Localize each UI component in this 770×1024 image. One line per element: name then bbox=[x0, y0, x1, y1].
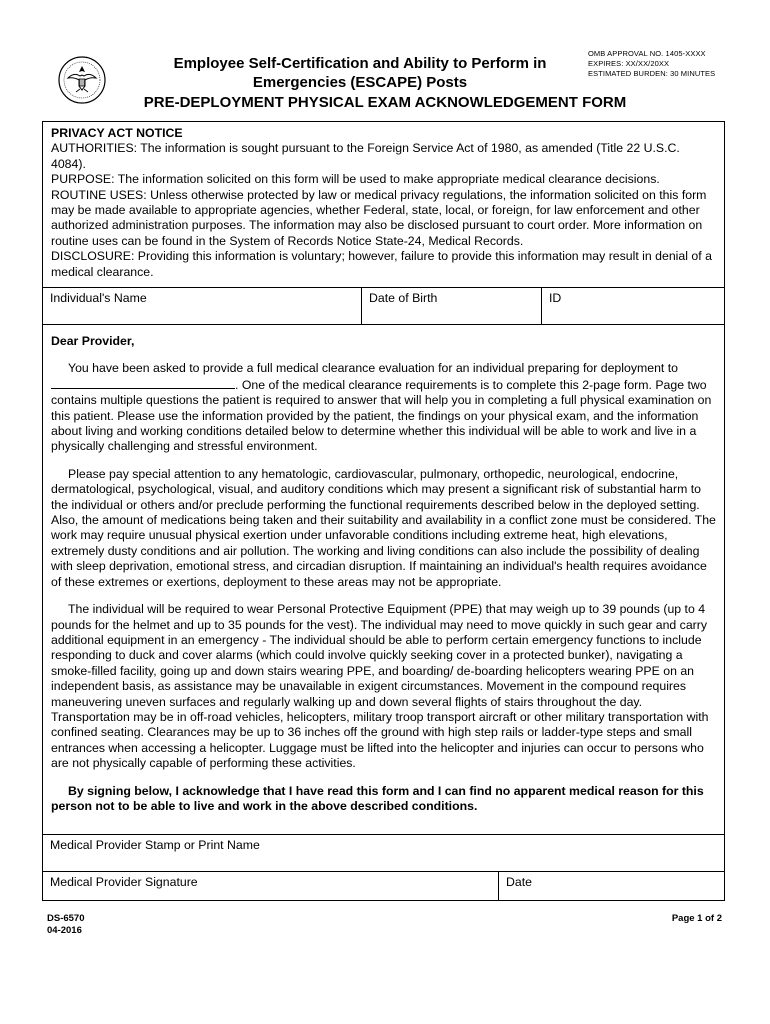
privacy-purpose: PURPOSE: The information solicited on this form will be used to make appropriate medical clearance decisions. bbox=[51, 172, 660, 187]
identity-row bbox=[43, 288, 724, 325]
letter-greeting: Dear Provider, bbox=[51, 334, 135, 348]
privacy-disclosure: DISCLOSURE: Providing this information is voluntary; however, failure to provide this information may result in denial of a medical clearance. bbox=[51, 249, 712, 279]
individual-name-label: Individual's Name bbox=[50, 291, 147, 305]
title-line-2: Emergencies (ESCAPE) Posts bbox=[252, 74, 468, 91]
form-box bbox=[42, 121, 725, 901]
privacy-heading: PRIVACY ACT NOTICE bbox=[51, 126, 183, 140]
privacy-authorities: AUTHORITIES: The information is sought pursuant to the Foreign Service Act of 1980, as amended (Title 22 U.S.C. 4084). bbox=[51, 141, 680, 171]
provider-stamp-field[interactable] bbox=[43, 835, 724, 871]
deployment-location-blank[interactable] bbox=[51, 377, 235, 389]
id-label: ID bbox=[549, 291, 562, 305]
stamp-row bbox=[43, 835, 724, 872]
letter-paragraph-1 bbox=[51, 361, 716, 454]
form-number: DS-6570 bbox=[47, 913, 85, 924]
omb-approval: OMB APPROVAL NO. 1405-XXXX bbox=[588, 49, 706, 58]
form-subtitle: PRE-DEPLOYMENT PHYSICAL EXAM ACKNOWLEDGEMENT FORM bbox=[143, 94, 627, 111]
id-field[interactable] bbox=[541, 288, 724, 324]
individual-name-field[interactable] bbox=[43, 288, 361, 324]
letter-p1-start: You have been asked to provide a full medical clearance evaluation for an individual preparing for deployment to bbox=[68, 361, 678, 376]
privacy-act-notice bbox=[43, 122, 724, 288]
letter-p1-rest: . One of the medical clearance requirements is to complete this 2-page form. Page two contains multiple questions the patient is required to answer that will help you in completing a full physical examination on this patient. Please use the information provided by the patient, the findings on your physical exam, and the information about living and working conditions detailed below to determine whether this individual will be able to work and live in a physically challenging and stressful environment. bbox=[51, 377, 712, 454]
provider-signature-label: Medical Provider Signature bbox=[50, 875, 198, 889]
letter-paragraph-2: Please pay special attention to any hematologic, cardiovascular, pulmonary, orthopedic, neurological, endocrine, dermatological, psychological, visual, and auditory conditions which may present a significant risk of substantial harm to the individual or others and/or preclude performing the functional requirements described below in the deployed setting. Also, the amount of medications being taken and their suitability and availability in a conflict zone must be considered. The work may require unusual physical exertion under unfavorable conditions including extreme heat, high elevations, extremely dusty conditions and air pollution. The working and living conditions can also include the possibility of dealing with sleep deprivation, emotional stress, and circadian disruption. If maintaining an individual's health requires avoidance of these extremes or exertions, deployment to these areas may not be appropriate. bbox=[51, 466, 716, 589]
provider-letter bbox=[43, 325, 724, 835]
signature-date-label: Date bbox=[506, 875, 532, 889]
omb-expires: EXPIRES: XX/XX/20XX bbox=[588, 59, 670, 68]
form-date: 04-2016 bbox=[47, 925, 82, 936]
signature-date-field[interactable] bbox=[498, 872, 724, 900]
title-line-1: Employee Self-Certification and Ability to Perform in bbox=[173, 55, 547, 72]
form-title bbox=[140, 54, 580, 92]
provider-signature-field[interactable] bbox=[43, 872, 498, 900]
date-of-birth-field[interactable] bbox=[361, 288, 541, 324]
signature-row bbox=[43, 872, 724, 900]
page-number: Page 1 of 2 bbox=[671, 913, 722, 924]
omb-burden: ESTIMATED BURDEN: 30 MINUTES bbox=[588, 69, 716, 78]
acknowledgement-statement: By signing below, I acknowledge that I have read this form and I can find no apparent medical reason for this person not to be able to live and work in the above described conditions. bbox=[51, 783, 704, 813]
omb-info bbox=[588, 49, 715, 79]
provider-stamp-label: Medical Provider Stamp or Print Name bbox=[50, 838, 260, 852]
date-of-birth-label: Date of Birth bbox=[369, 291, 438, 305]
form-id bbox=[47, 913, 85, 937]
privacy-routine-uses: ROUTINE USES: Unless otherwise protected by law or medical privacy regulations, the information solicited on this form may be made available to appropriate agencies, whether Federal, state, local, or foreign, for law enforcement and other authorized administration purposes. The information may also be disclosed pursuant to court order. More information on routine uses can be found in the System of Records Notice State-24, Medical Records. bbox=[51, 187, 707, 248]
letter-paragraph-3: The individual will be required to wear Personal Protective Equipment (PPE) that may weigh up to 39 pounds (up to 4 pounds for the helmet and up to 35 pounds for the vest). The individual may need to move quickly in such gear and carry additional equipment in an emergency - The individual should be able to perform certain emergency functions to include responding to duck and cover alarms (which could involve quickly seeking cover in a protected bunker), navigating a smoke-filled facility, going up and down stairs wearing PPE, and boarding/ de-boarding helicopters wearing PPE on an independent basis, as assistance may be unavailable in exigent circumstances. Movement in the compound requires maneuvering uneven surfaces and regularly walking up and down several flights of stairs throughout the day. Transportation may be in off-road vehicles, helicopters, military troop transport aircraft or other military transportation with confined seating. Clearances may be up to 36 inches off the ground with high step rails or ladder-type steps and small entrances when accessing a helicopter. Luggage must be lifted into the helicopter and injuries can occur to persons who are not physically capable of performing these activities. bbox=[51, 602, 709, 771]
